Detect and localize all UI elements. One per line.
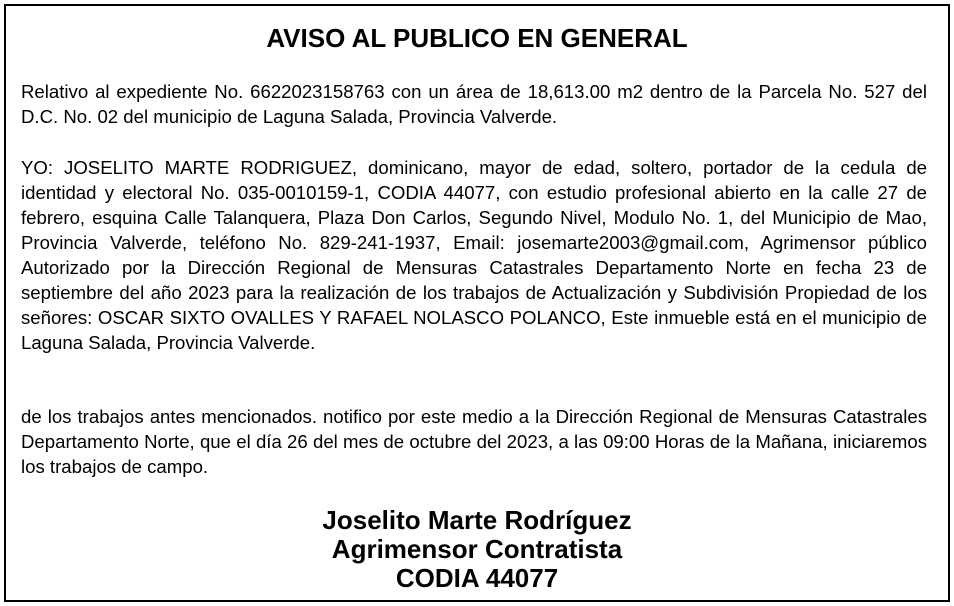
- signature-role: Agrimensor Contratista: [331, 534, 623, 564]
- notice-border-frame: [4, 4, 950, 602]
- paragraph-expediente: Relativo al expediente No. 6622023158763 con un área de 18,613.00 m2 dentro de la Parcela No. 527 del D.C. No. 02 del municipio de Laguna Salada, Provincia Valverde.: [21, 81, 927, 127]
- paragraph-notification: de los trabajos antes mencionados. notifico por este medio a la Dirección Regional de Mensuras Catastrales Departamento Norte, que el día 26 del mes de octubre del 2023, a las 09:00 Horas de la Mañana, iniciaremos los trabajos de campo.: [21, 406, 927, 477]
- signature-name: Joselito Marte Rodríguez: [322, 505, 632, 535]
- paragraph-declarant: YO: JOSELITO MARTE RODRIGUEZ, dominicano, mayor de edad, soltero, portador de la cedula de identidad y electoral No. 035-0010159-1, CODIA 44077, con estudio profesional abierto en la calle 27 de febrero, esquina Calle Talanquera, Plaza Don Carlos, Segundo Nivel, Modulo No. 1, del Municipio de Mao, Provincia Valverde, teléfono No. 829-241-1937, Email: josemarte2003@gmail.com, Agrimensor público Autorizado por la Dirección Regional de Mensuras Catastrales Departamento Norte en fecha 23 de septiembre del año 2023 para la realización de los trabajos de Actualización y Subdivisión Propiedad de los señores: OSCAR SIXTO OVALLES Y RAFAEL NOLASCO POLANCO, Este inmueble está en el municipio de Laguna Salada, Provincia Valverde.: [21, 157, 927, 353]
- notice-title: AVISO AL PUBLICO EN GENERAL: [266, 23, 688, 53]
- signature-block: [6, 506, 948, 593]
- signature-codia: CODIA 44077: [395, 563, 559, 593]
